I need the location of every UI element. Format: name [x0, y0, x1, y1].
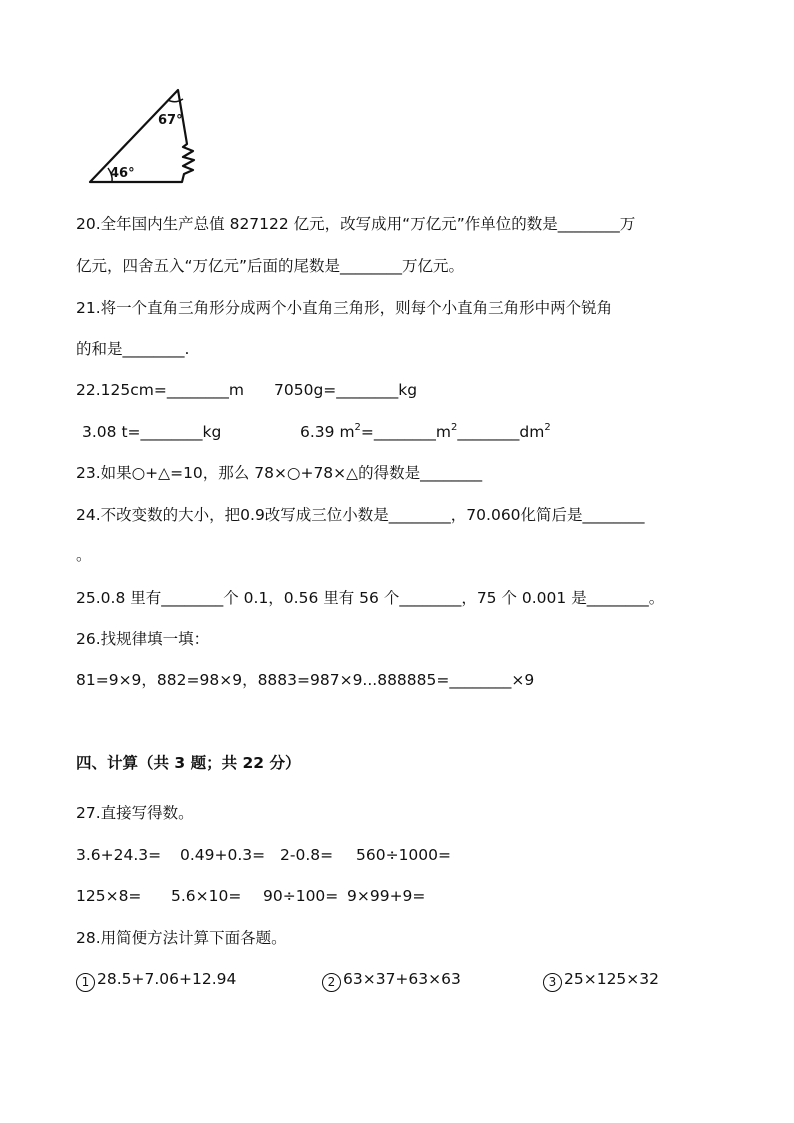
q28-title: 28.用简便方法计算下面各题。	[76, 929, 287, 947]
q22-c: 3.08 t=________kg	[82, 423, 222, 441]
q28-items	[76, 969, 659, 992]
q27-r2-c4: 9×99+9=	[347, 887, 426, 905]
q27-row2	[76, 886, 425, 906]
q27-r1-c3: 2-0.8=	[280, 846, 334, 864]
q22-d: 6.39 $m^2=\_\_\_\_\_\_\_\_m^2\_\_\_\_\_\_\_\_dm^2$	[300, 422, 551, 441]
q27-r2-c2: 5.6×10=	[171, 887, 242, 905]
q22-line1	[76, 380, 417, 400]
angle-46-label: 46°	[110, 166, 135, 181]
q27-r1-c2: 0.49+0.3=	[180, 846, 266, 864]
q28-item-2: 2 63×37+63×63	[322, 969, 543, 992]
q21-line1: 21.将一个直角三角形分成两个小直角三角形，则每个小直角三角形中两个锐角	[76, 299, 613, 317]
q28-item-1: 1 28.5+7.06+12.94	[76, 969, 322, 992]
q27-row1	[76, 845, 451, 865]
q22-line2	[82, 422, 551, 442]
section4-heading: 四、计算（共 3 题；共 22 分）	[76, 754, 301, 772]
q27-r1-c1: 3.6+24.3=	[76, 846, 162, 864]
q27-r1-c4: 560÷1000=	[356, 846, 452, 864]
q27-r2-c1: 125×8=	[76, 887, 142, 905]
q23: 23.如果○+△=10，那么 78×○+78×△的得数是________	[76, 464, 483, 482]
q26-title: 26.找规律填一填：	[76, 630, 210, 648]
q20-line2: 亿元，四舍五入“万亿元”后面的尾数是________万亿元。	[76, 257, 465, 275]
q24-line1: 24.不改变数的大小，把0.9改写成三位小数是________，70.060化简后是________	[76, 506, 645, 524]
q25: 25.0.8 里有________个 0.1，0.56 里有 56 个________，75 个 0.001 是________。	[76, 589, 665, 607]
circled-number-2: 2	[322, 973, 341, 992]
q20-line1: 20.全年国内生产总值 827122 亿元，改写成用“万亿元”作单位的数是________万	[76, 215, 636, 233]
q21-line2: 的和是________.	[76, 340, 190, 358]
q28-item-3: 3 25×125×32	[543, 969, 659, 992]
q24-line2: 。	[76, 546, 92, 564]
q22-a: 22.125cm=________m	[76, 381, 244, 399]
q27-r2-c3: 90÷100=	[263, 887, 339, 905]
q27-title: 27.直接写得数。	[76, 804, 194, 822]
torn-triangle-figure	[86, 84, 206, 190]
q22-b: 7050g=________kg	[274, 381, 418, 399]
circled-number-1: 1	[76, 973, 95, 992]
q26-body: 81=9×9，882=98×9，8883=987×9...888885=________×9	[76, 671, 535, 689]
angle-67-label: 67°	[158, 113, 183, 128]
circled-number-3: 3	[543, 973, 562, 992]
